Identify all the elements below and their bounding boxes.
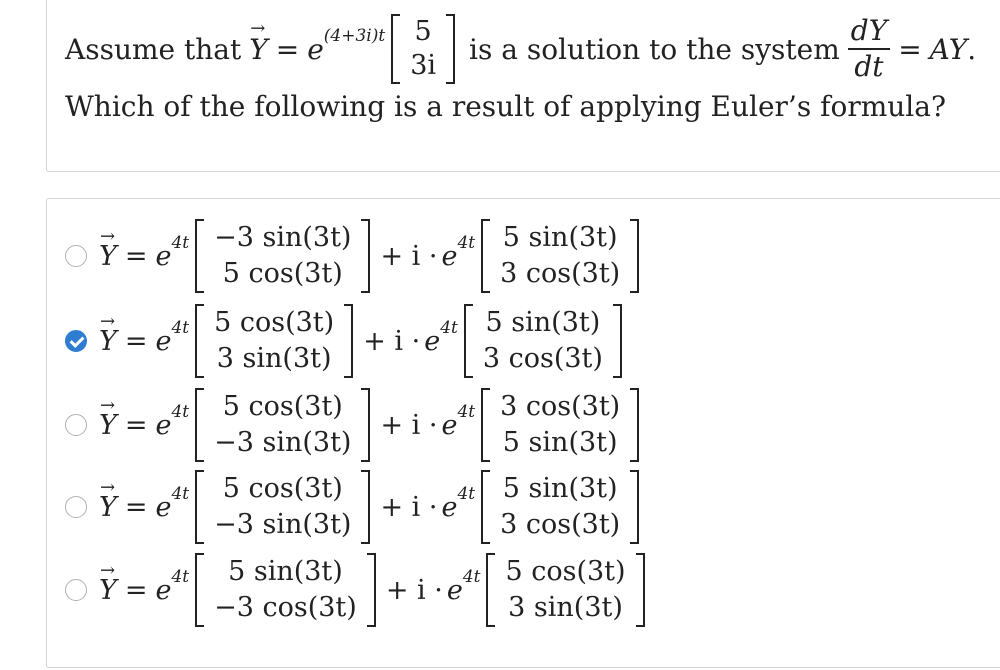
equals-sign: =: [124, 574, 148, 606]
exponent: 4t: [440, 318, 458, 338]
exp-base: e: [446, 574, 463, 606]
matrix-entry: 5 sin(3t): [502, 473, 618, 504]
answer-option[interactable]: [65, 213, 645, 299]
exp-base: e: [441, 491, 458, 523]
matrix-entry: 5 cos(3t): [222, 258, 343, 289]
matrix-entry: 5 cos(3t): [505, 556, 626, 587]
answer-option[interactable]: [65, 547, 651, 633]
exponent: 4t: [171, 402, 190, 422]
matrix-entry: 5 sin(3t): [228, 556, 343, 587]
plus-i-operator: + i ·: [380, 240, 438, 272]
radio-button[interactable]: [65, 245, 87, 267]
matrix-vec1: [195, 388, 370, 462]
equals-sign: =: [124, 325, 148, 357]
dy-numerator: dY: [850, 14, 888, 47]
matrix-entry: 5 sin(3t): [485, 307, 601, 338]
exponent: 4t: [171, 484, 190, 504]
exp-base: e: [441, 409, 458, 441]
plus-i-operator: + i ·: [380, 491, 438, 523]
exponent: 4t: [171, 233, 190, 253]
matrix-entry: 5 sin(3t): [502, 427, 618, 458]
answer-option[interactable]: [65, 382, 645, 468]
equals-sign: =: [124, 240, 148, 272]
equals-sign-2: =: [898, 32, 922, 66]
matrix-vec2: [486, 553, 644, 627]
exp-base: e: [441, 240, 458, 272]
matrix-entry: −3 cos(3t): [214, 592, 357, 623]
matrix-vec2: [481, 470, 639, 544]
matrix-entry: 3 cos(3t): [500, 391, 621, 422]
answer-option[interactable]: [65, 464, 645, 550]
initial-vector: [391, 14, 455, 84]
plus-i-operator: + i ·: [380, 409, 438, 441]
matrix-vec1: [195, 470, 370, 544]
exponent: 4t: [457, 402, 476, 422]
matrix-vec2: [481, 388, 639, 462]
matrix-vec1: [195, 304, 353, 378]
exponent: 4t: [171, 318, 190, 338]
matrix-entry: 5 sin(3t): [502, 222, 618, 253]
radio-button[interactable]: [65, 579, 87, 601]
matrix-vec1: [195, 553, 376, 627]
radio-button[interactable]: [65, 414, 87, 436]
matrix-entry: 3 cos(3t): [500, 509, 621, 540]
matrix-entry: 3 sin(3t): [216, 343, 332, 374]
equals-sign: =: [124, 409, 148, 441]
exponent: 4t: [462, 567, 481, 587]
exponent: 4t: [457, 233, 476, 253]
matrix-entry: 3 cos(3t): [482, 343, 603, 374]
solution-text: is a solution to the system: [469, 32, 840, 66]
y-vector-symbol: → Y: [99, 326, 117, 357]
radio-button[interactable]: [65, 496, 87, 518]
period: .: [967, 32, 977, 66]
assume-text: Assume that: [65, 32, 242, 66]
matrix-entry: 5 cos(3t): [214, 307, 335, 338]
matrix-entry: −3 sin(3t): [214, 509, 352, 540]
y-vector-symbol: → Y: [99, 492, 117, 523]
plus-i-operator: + i ·: [385, 574, 443, 606]
dt-denominator: dt: [854, 50, 884, 83]
matrix-entry: 5 cos(3t): [222, 473, 343, 504]
options-card: [46, 198, 1000, 668]
y-vector-symbol: → Y: [99, 410, 117, 441]
exponent: (4+3i)t: [323, 26, 386, 46]
exp-base: e: [155, 491, 172, 523]
exp-base: e: [155, 574, 172, 606]
exponent: 4t: [457, 484, 476, 504]
y-vector-symbol: → Y: [99, 575, 117, 606]
matrix-vec1: [195, 219, 370, 293]
question-card: [46, 0, 1000, 172]
question-statement: [65, 5, 976, 93]
exp-base: e: [155, 325, 172, 357]
exp-base: e: [424, 325, 441, 357]
matrix-vec2: [481, 219, 639, 293]
radio-button-checked[interactable]: [65, 330, 87, 352]
y-vector-symbol: → Y: [99, 241, 117, 272]
derivative-fraction: [848, 16, 890, 82]
matrix-entry: 5 cos(3t): [222, 391, 343, 422]
plus-i-operator: + i ·: [363, 325, 421, 357]
matrix-entry: −3 sin(3t): [214, 222, 352, 253]
exp-base: e: [155, 240, 172, 272]
matrix-entry: −3 sin(3t): [214, 427, 352, 458]
question-prompt: Which of the following is a result of applying Euler’s formula?: [65, 90, 946, 123]
vector-entry: 3i: [410, 50, 437, 81]
answer-option[interactable]: [65, 298, 628, 384]
exponent: 4t: [171, 567, 190, 587]
exp-base: e: [155, 409, 172, 441]
matrix-entry: 3 cos(3t): [500, 258, 621, 289]
matrix-entry: 3 sin(3t): [508, 592, 623, 623]
y-vector-symbol: → Y: [249, 33, 267, 66]
matrix-vec2: [464, 304, 622, 378]
equals-sign: =: [275, 32, 300, 66]
vector-entry: 5: [414, 16, 432, 47]
rhs-ay: AY: [929, 32, 968, 66]
exp-base: e: [307, 32, 324, 66]
equals-sign: =: [124, 491, 148, 523]
